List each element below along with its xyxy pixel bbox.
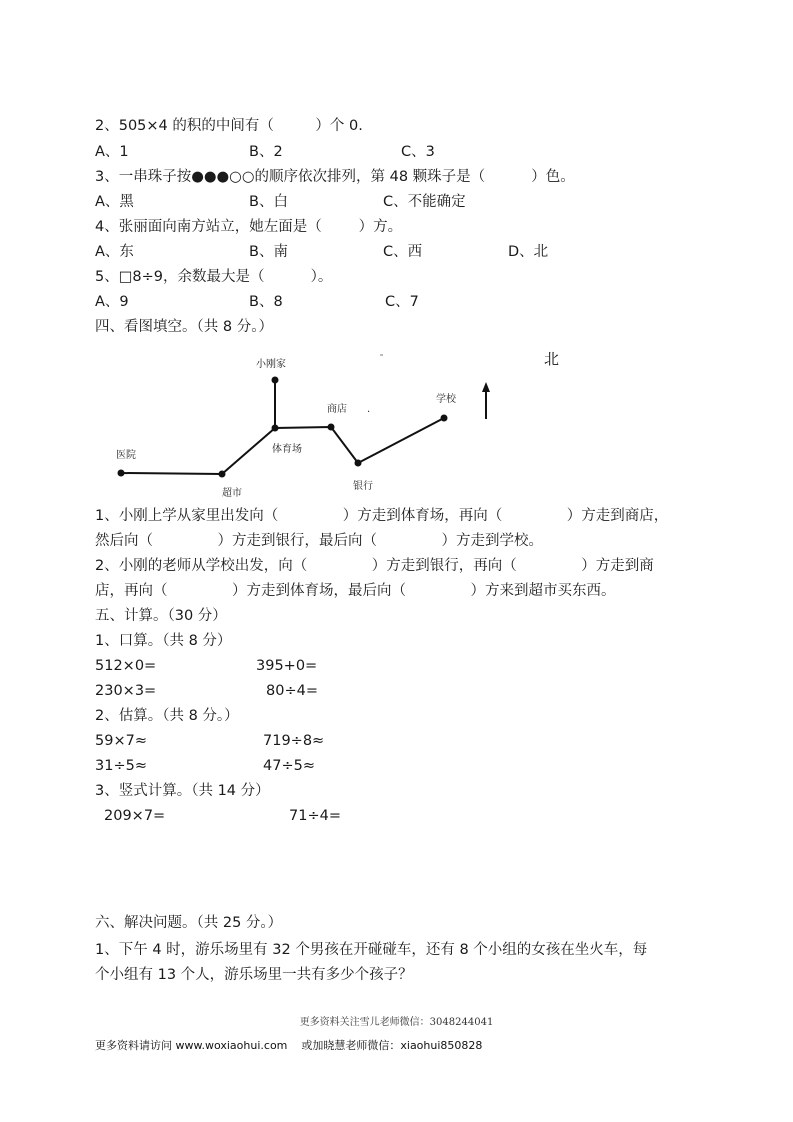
q5-option-a: A、9 [95,294,129,310]
faint-mark [380,354,383,356]
q5-option-b: B、8 [249,294,283,310]
section-4-heading: 四、看图填空。（共 8 分。） [95,319,273,335]
home-dot [272,377,279,384]
map-question-1-line-2: 然后向（ ）方走到银行，最后向（ ）方走到学校。 [95,533,544,549]
north-label: 北 [544,350,560,368]
north-arrow-head [482,382,490,392]
footer-website-note: 更多资料请访问 www.woxiaohui.com 或加晓慧老师微信：xiaohui850828 [95,1039,483,1052]
q2-option-a: A、1 [95,144,129,160]
school-dot [441,415,448,422]
q3-option-c: C、不能确定 [383,194,466,210]
q2-option-b: B、2 [249,144,283,160]
map-question-2-line-1: 2、小刚的老师从学校出发，向（ ）方走到银行，再向（ ）方走到商 [95,558,654,574]
q4-option-a: A、东 [95,244,134,260]
section-6-heading: 六、解决问题。（共 25 分。） [95,915,283,931]
store-dot [328,424,335,431]
hospital-dot [118,470,125,477]
supermarket-label: 超市 [222,488,242,499]
bank-dot [355,460,362,467]
estimate-item: 47÷5≈ [263,758,315,774]
q2-option-c: C、3 [401,144,435,160]
footer-wechat-note: 更多资料关注雪儿老师微信：3048244041 [299,1017,494,1028]
route-map [0,340,793,520]
vertical-item: 71÷4= [289,808,341,824]
stray-mark: . [367,404,371,415]
oral-heading: 1、口算。（共 8 分） [95,633,232,649]
section-5-heading: 五、计算。（30 分） [95,608,227,624]
home-label: 小刚家 [256,359,286,370]
q4-option-c: C、西 [383,244,423,260]
oral-item: 80÷4= [266,683,318,699]
q5-option-c: C、7 [385,294,419,310]
q3-option-a: A、黑 [95,194,134,210]
question-4-stem: 4、张丽面向南方站立，她左面是（ ）方。 [95,219,403,235]
map-question-1-line-1: 1、小刚上学从家里出发向（ ）方走到体育场，再向（ ）方走到商店， [95,508,669,524]
vertical-heading: 3、竖式计算。（共 14 分） [95,783,270,799]
question-2-stem: 2、505×4 的积的中间有（ ）个 0. [95,118,363,134]
bank-label: 银行 [353,481,373,492]
q4-option-b: B、南 [249,244,288,260]
question-5-stem: 5、□8÷9，余数最大是（ ）。 [95,269,333,285]
stadium-dot [272,425,279,432]
map-question-2-line-2: 店，再向（ ）方走到体育场，最后向（ ）方来到超市买东西。 [95,583,616,599]
estimate-item: 59×7≈ [95,733,147,749]
problem-1-line-1: 1、下午 4 时，游乐场里有 32 个男孩在开碰碰车，还有 8 个小组的女孩在坐火车，每 [95,942,648,958]
oral-item: 230×3= [95,683,157,699]
estimate-item: 31÷5≈ [95,758,147,774]
problem-1-line-2: 个小组有 13 个人，游乐场里一共有多少个孩子？ [95,967,413,983]
oral-item: 512×0= [95,658,157,674]
question-3-stem: 3、一串珠子按●●●○○的顺序依次排列，第 48 颗珠子是（ ）色。 [95,169,575,185]
stadium-label: 体育场 [272,444,302,455]
vertical-item: 209×7= [104,808,166,824]
oral-item: 395+0= [256,658,318,674]
q3-option-b: B、白 [249,194,288,210]
q4-option-d: D、北 [508,244,549,260]
hospital-label: 医院 [116,450,136,461]
supermarket-dot [219,471,226,478]
school-label: 学校 [436,394,456,405]
estimate-heading: 2、估算。（共 8 分。） [95,708,239,724]
store-label: 商店 [327,404,347,415]
estimate-item: 719÷8≈ [263,733,325,749]
